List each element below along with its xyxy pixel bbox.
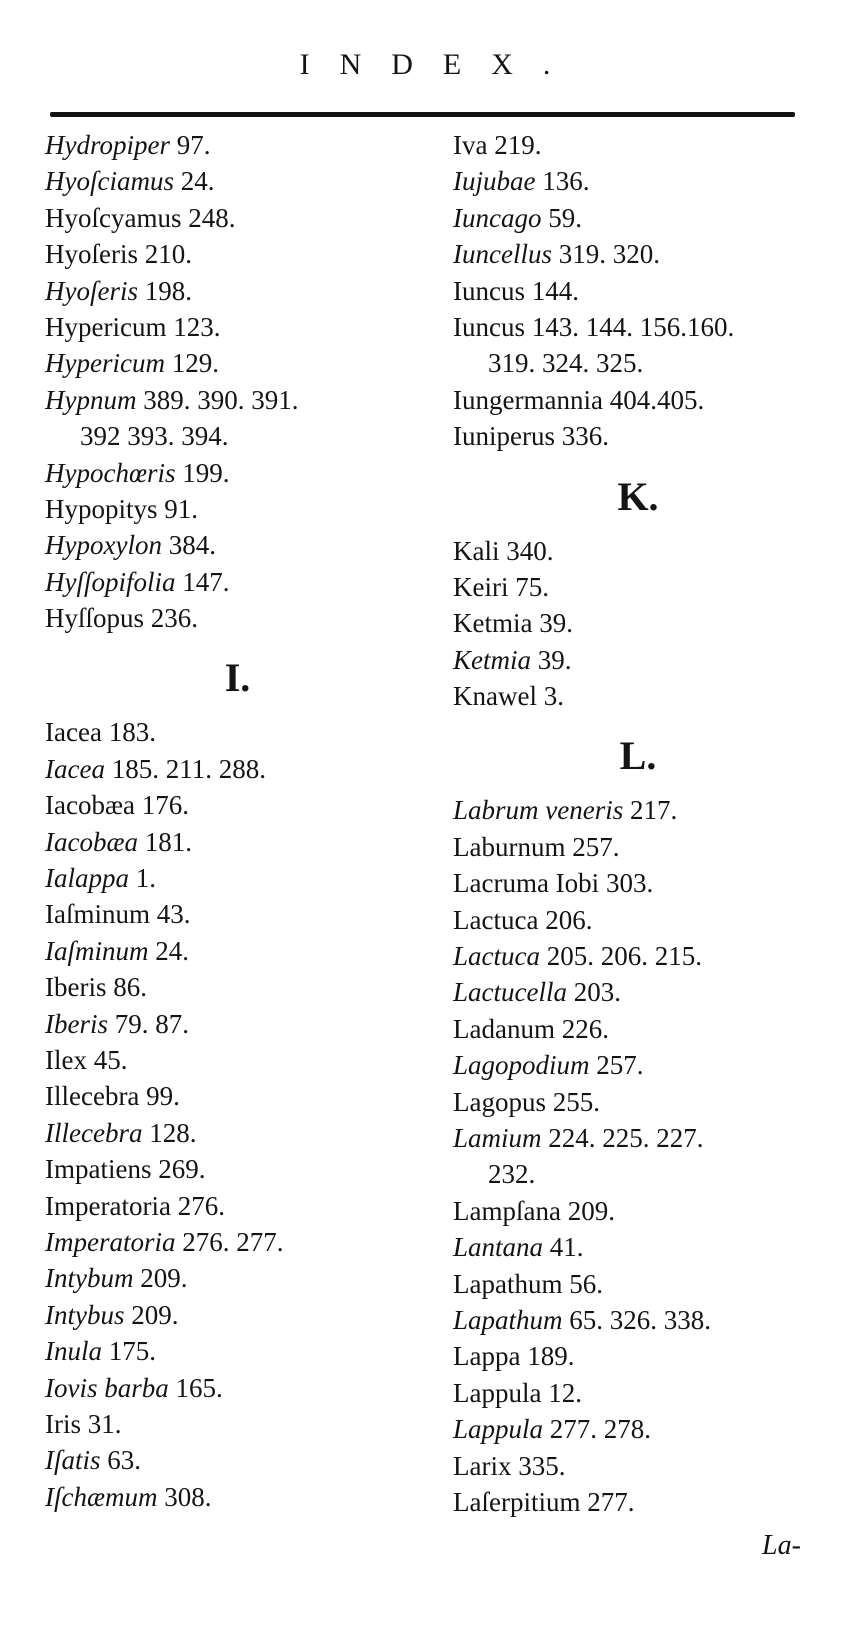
- entry-name: Lappula: [453, 1414, 544, 1445]
- index-entry: [453, 642, 823, 678]
- index-entry: [45, 969, 430, 1005]
- index-entry: [453, 1448, 823, 1484]
- index-entry: [45, 1479, 430, 1515]
- entry-pages: 226.: [561, 1013, 609, 1044]
- index-entry: [453, 273, 823, 309]
- entry-pages: 65. 326. 338.: [569, 1304, 712, 1335]
- entry-name: Hypericum: [45, 311, 167, 342]
- entry-name: Iungermannia: [453, 384, 603, 415]
- entry-pages: 39.: [537, 644, 572, 675]
- index-entry: [453, 533, 823, 569]
- entry-pages: 257.: [572, 831, 620, 862]
- entry-pages: 41.: [549, 1232, 584, 1263]
- entry-name: Iberis: [45, 972, 107, 1003]
- entry-name: Ladanum: [453, 1013, 555, 1044]
- entry-name: Impatiens: [45, 1154, 152, 1185]
- index-entry: [453, 418, 823, 454]
- entry-name: Iuncago: [453, 202, 542, 233]
- entry-pages: 63.: [107, 1445, 142, 1476]
- index-entry: [453, 1084, 823, 1120]
- entry-name: Imperatoria: [45, 1226, 176, 1257]
- index-entry: [45, 824, 430, 860]
- index-entry: [453, 902, 823, 938]
- entry-name: Iuniperus: [453, 421, 555, 452]
- entry-name: Lampſana: [453, 1195, 561, 1226]
- entry-name: Lappula: [453, 1377, 542, 1408]
- entry-name: Illecebra: [45, 1117, 143, 1148]
- entry-pages: 319. 324. 325.: [488, 348, 644, 379]
- entry-pages: 319. 320.: [558, 239, 660, 270]
- entry-pages: 144.: [531, 275, 579, 306]
- entry-name: Laburnum: [453, 831, 566, 862]
- entry-name: Lantana: [453, 1232, 544, 1263]
- entry-name: Intybum: [45, 1263, 134, 1294]
- index-entry: [45, 273, 430, 309]
- catchword: La-: [762, 1530, 801, 1561]
- entry-pages: 224. 225. 227.: [548, 1122, 704, 1153]
- entry-pages: 24.: [180, 166, 215, 197]
- index-entry: [453, 865, 823, 901]
- entry-name: Lamium: [453, 1122, 542, 1153]
- entry-name: Hypochœris: [45, 457, 176, 488]
- index-column-left: [45, 127, 430, 1515]
- entry-pages: 209.: [567, 1195, 615, 1226]
- entry-pages: 203.: [573, 977, 621, 1008]
- index-entry: [45, 1297, 430, 1333]
- index-entry: [45, 751, 430, 787]
- entry-name: Iuncus: [453, 311, 525, 342]
- index-entry: [45, 1188, 430, 1224]
- entry-name: Illecebra: [45, 1081, 140, 1112]
- index-entry: [45, 1442, 430, 1478]
- entry-pages: 404.405.: [609, 384, 705, 415]
- entry-name: Iacea: [45, 753, 105, 784]
- entry-pages: 56.: [569, 1268, 603, 1299]
- entry-pages: 340.: [506, 535, 554, 566]
- index-entry: [45, 200, 430, 236]
- entry-pages: 3.: [543, 681, 564, 712]
- index-entry: [45, 345, 430, 381]
- entry-name: Iaſminum: [45, 935, 149, 966]
- entry-pages: 217.: [630, 795, 678, 826]
- entry-pages: 175.: [108, 1336, 156, 1367]
- index-entry: [453, 829, 823, 865]
- entry-name: Iacea: [45, 717, 102, 748]
- entry-name: Hyoſciamus: [45, 166, 174, 197]
- entry-name: Ketmia: [453, 608, 533, 639]
- entry-pages: 136.: [542, 166, 590, 197]
- index-entry: [453, 1120, 823, 1156]
- entry-name: Iſatis: [45, 1445, 101, 1476]
- entry-pages: 303.: [605, 868, 654, 899]
- index-entry: [45, 1115, 430, 1151]
- entry-pages: 12.: [548, 1377, 582, 1408]
- entry-pages: 232.: [488, 1159, 536, 1190]
- index-entry: [453, 974, 823, 1010]
- entry-pages: 75.: [515, 571, 549, 602]
- index-entry-continuation: [453, 1156, 823, 1192]
- entry-pages: 205. 206. 215.: [546, 941, 702, 972]
- entry-pages: 384.: [168, 530, 216, 561]
- entry-pages: 185. 211. 288.: [111, 753, 266, 784]
- index-entry: [45, 382, 430, 418]
- index-entry: [453, 309, 823, 345]
- entry-pages: 335.: [518, 1450, 566, 1481]
- entry-name: Lacruma Iobi: [453, 868, 600, 899]
- entry-name: Keiri: [453, 571, 509, 602]
- index-entry: [45, 527, 430, 563]
- index-entry: [45, 714, 430, 750]
- section-letter: I.: [224, 655, 251, 701]
- entry-pages: 277.: [587, 1486, 635, 1517]
- entry-pages: 198.: [144, 275, 192, 306]
- header-rule: [50, 112, 795, 117]
- entry-pages: 79. 87.: [114, 1008, 189, 1039]
- entry-pages: 165.: [175, 1372, 223, 1403]
- entry-pages: 181.: [144, 826, 192, 857]
- entry-name: Imperatoria: [45, 1190, 171, 1221]
- index-entry: [45, 564, 430, 600]
- index-entry: [45, 896, 430, 932]
- entry-pages: 199.: [182, 457, 230, 488]
- index-entry: [45, 933, 430, 969]
- entry-name: Lagopus: [453, 1086, 546, 1117]
- index-entry: [45, 1224, 430, 1260]
- entry-name: Ialappa: [45, 863, 129, 894]
- entry-name: Lapathum: [453, 1304, 563, 1335]
- entry-pages: 255.: [552, 1086, 600, 1117]
- entry-name: Lagopodium: [453, 1050, 590, 1081]
- index-entry: [45, 1370, 430, 1406]
- entry-pages: 143. 144. 156.160.: [531, 311, 735, 342]
- index-entry: [453, 163, 823, 199]
- page-header-title: INDEX.: [299, 48, 581, 81]
- entry-pages: 31.: [87, 1408, 122, 1439]
- section-letter: L.: [619, 733, 657, 779]
- index-entry: [45, 1078, 430, 1114]
- entry-pages: 24.: [155, 935, 189, 966]
- entry-name: Iuncus: [453, 275, 525, 306]
- entry-name: Ketmia: [453, 644, 531, 675]
- entry-name: Hypopitys: [45, 493, 158, 524]
- entry-pages: 183.: [108, 717, 156, 748]
- index-entry: [453, 938, 823, 974]
- entry-name: Hypnum: [45, 384, 137, 415]
- index-entry-continuation: [45, 418, 430, 454]
- index-entry: [453, 569, 823, 605]
- entry-name: Hyoſcyamus: [45, 202, 182, 233]
- index-entry: [45, 455, 430, 491]
- index-entry: [453, 1266, 823, 1302]
- index-entry: [453, 382, 823, 418]
- entry-name: Labrum veneris: [453, 795, 624, 826]
- entry-name: Hyſſopifolia: [45, 566, 176, 597]
- index-entry: [453, 1047, 823, 1083]
- index-entry: [453, 792, 823, 828]
- entry-pages: 45.: [93, 1044, 128, 1075]
- entry-name: Hypoxylon: [45, 530, 162, 561]
- entry-pages: 276. 277.: [182, 1226, 284, 1257]
- index-entry: [45, 163, 430, 199]
- entry-name: Hyſſopus: [45, 603, 145, 634]
- entry-pages: 128.: [149, 1117, 197, 1148]
- entry-pages: 308.: [164, 1481, 212, 1512]
- entry-pages: 91.: [164, 493, 199, 524]
- entry-pages: 97.: [176, 130, 211, 160]
- entry-name: Laſerpitium: [453, 1486, 581, 1517]
- index-entry: [45, 1042, 430, 1078]
- index-entry: [453, 1011, 823, 1047]
- index-entry: [453, 1411, 823, 1447]
- entry-name: Iva: [453, 130, 488, 160]
- index-column-right: [453, 127, 823, 1520]
- index-entry: [45, 787, 430, 823]
- entry-pages: 336.: [561, 421, 609, 452]
- entry-pages: 277. 278.: [549, 1414, 652, 1445]
- index-entry: [45, 1406, 430, 1442]
- entry-pages: 209.: [140, 1263, 188, 1294]
- index-entry: [453, 678, 823, 714]
- entry-name: Hypericum: [45, 348, 165, 379]
- entry-pages: 257.: [596, 1050, 644, 1081]
- index-entry: [45, 309, 430, 345]
- entry-pages: 236.: [150, 603, 199, 634]
- entry-name: Ilex: [45, 1044, 87, 1075]
- index-entry: [45, 236, 430, 272]
- entry-pages: 276.: [177, 1190, 225, 1221]
- entry-name: Lactuca: [453, 941, 540, 972]
- index-entry: [453, 1338, 823, 1374]
- entry-pages: 392 393. 394.: [80, 421, 229, 452]
- entry-pages: 86.: [113, 972, 147, 1003]
- entry-pages: 209.: [131, 1299, 179, 1330]
- index-entry: [45, 491, 430, 527]
- index-entry: [45, 600, 430, 636]
- entry-name: Kali: [453, 535, 500, 566]
- index-entry: [45, 1006, 430, 1042]
- index-entry: [453, 1484, 823, 1520]
- entry-pages: 43.: [156, 899, 191, 930]
- index-entry: [453, 1229, 823, 1265]
- entry-pages: 147.: [182, 566, 230, 597]
- entry-name: Hyoſeris: [45, 275, 138, 306]
- index-entry: [453, 1302, 823, 1338]
- index-entry-continuation: [453, 345, 823, 381]
- entry-name: Iſchæmum: [45, 1481, 158, 1512]
- entry-name: Iujubae: [453, 166, 536, 197]
- entry-name: Hyoſeris: [45, 239, 138, 270]
- entry-pages: 129.: [171, 348, 219, 379]
- entry-pages: 189.: [527, 1341, 575, 1372]
- entry-name: Hydropiper: [45, 130, 170, 160]
- entry-name: Iuncellus: [453, 239, 552, 270]
- index-entry: [453, 1375, 823, 1411]
- entry-name: Lappa: [453, 1341, 521, 1372]
- entry-name: Intybus: [45, 1299, 125, 1330]
- entry-name: Iberis: [45, 1008, 108, 1039]
- entry-pages: 269.: [158, 1154, 206, 1185]
- section-letter: K.: [617, 473, 659, 519]
- entry-name: Knawel: [453, 681, 537, 712]
- entry-pages: 39.: [539, 608, 573, 639]
- entry-name: Iacobæa: [45, 826, 138, 857]
- entry-name: Iacobæa: [45, 790, 135, 821]
- entry-pages: 99.: [146, 1081, 180, 1112]
- entry-name: Lactuca: [453, 904, 539, 935]
- entry-name: Lapathum: [453, 1268, 563, 1299]
- index-entry: [45, 1260, 430, 1296]
- index-entry: [453, 605, 823, 641]
- index-entry: [45, 860, 430, 896]
- index-entry: [45, 127, 430, 163]
- entry-name: Iovis barba: [45, 1372, 169, 1403]
- index-entry: [45, 1333, 430, 1369]
- entry-pages: 389. 390. 391.: [143, 384, 299, 415]
- entry-name: Iris: [45, 1408, 81, 1439]
- entry-name: Larix: [453, 1450, 512, 1481]
- entry-pages: 1.: [135, 863, 156, 894]
- entry-pages: 123.: [173, 311, 221, 342]
- index-entry: [453, 200, 823, 236]
- entry-pages: 59.: [548, 202, 582, 233]
- index-entry: [453, 236, 823, 272]
- entry-pages: 206.: [545, 904, 593, 935]
- index-entry: [453, 1193, 823, 1229]
- entry-pages: 248.: [188, 202, 236, 233]
- entry-pages: 219.: [494, 130, 542, 160]
- entry-pages: 176.: [141, 790, 189, 821]
- index-entry: [45, 1151, 430, 1187]
- entry-name: Iaſminum: [45, 899, 150, 930]
- index-entry: [453, 127, 823, 163]
- entry-pages: 210.: [144, 239, 192, 270]
- entry-name: Inula: [45, 1336, 102, 1367]
- entry-name: Lactucella: [453, 977, 567, 1008]
